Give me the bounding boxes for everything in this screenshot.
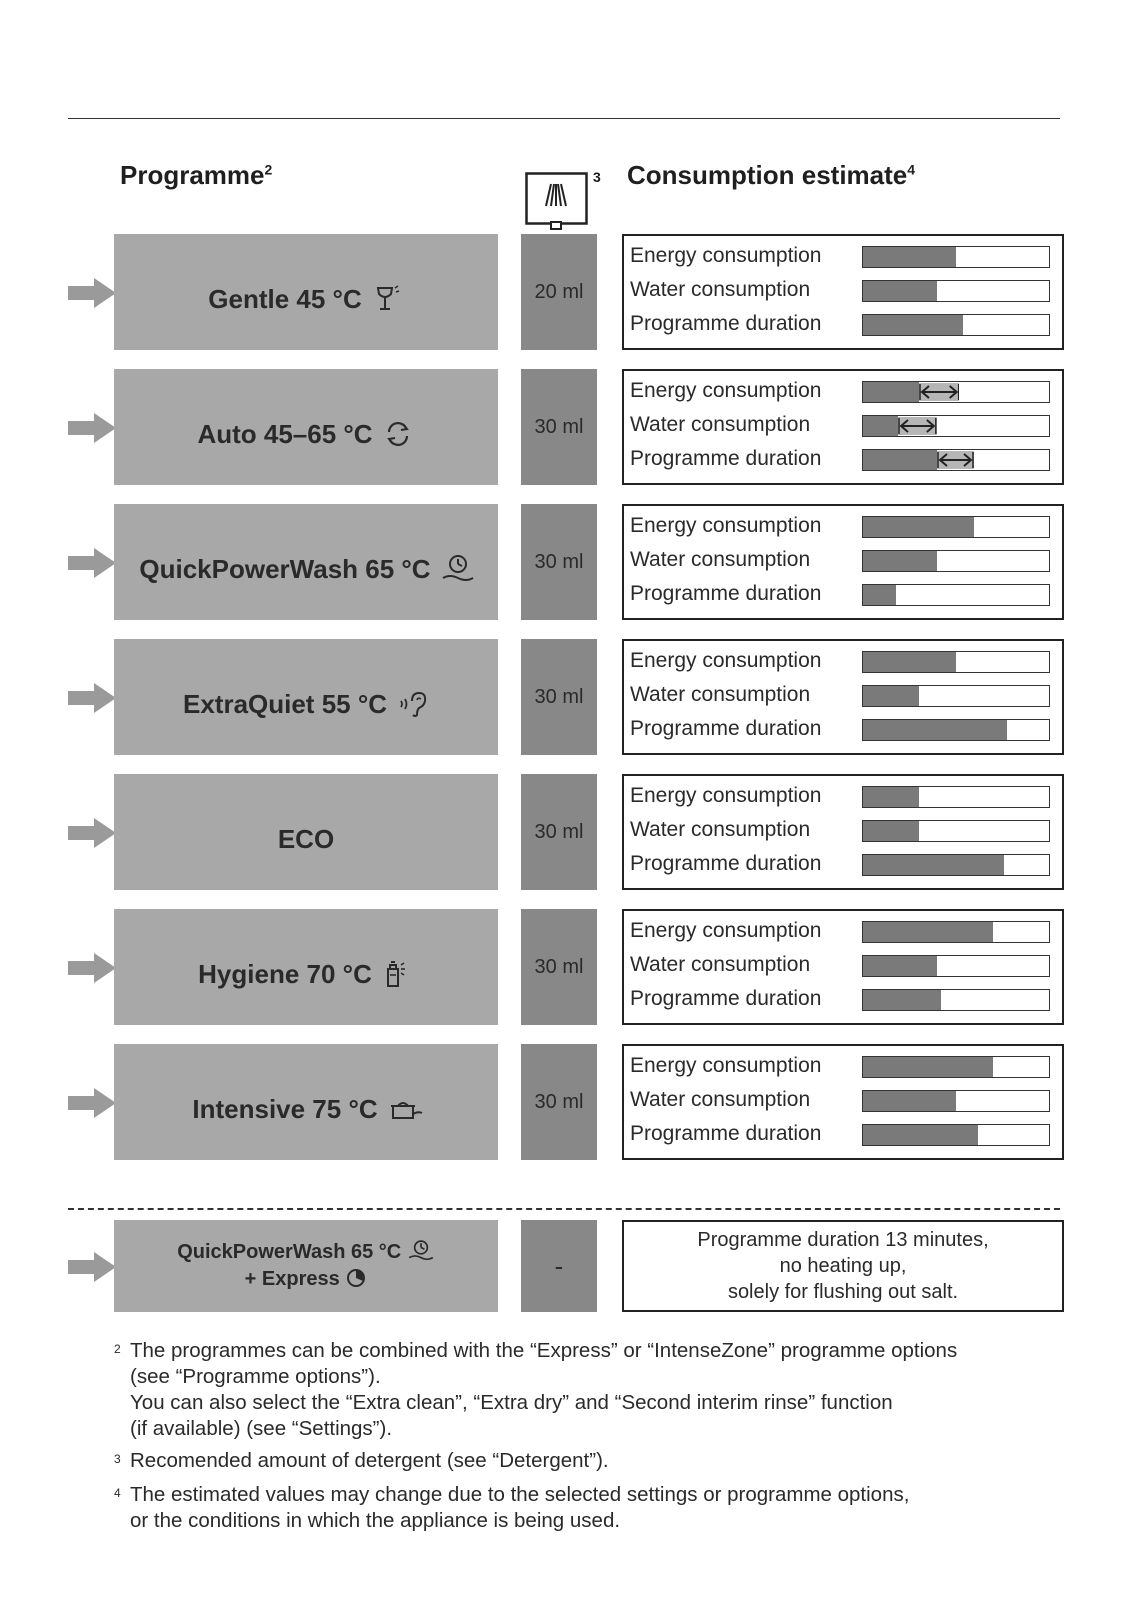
programme-row-gentle-45-c	[0, 234, 1128, 350]
energy-consumption-label: Energy consumption	[630, 784, 822, 807]
energy-consumption-line	[630, 917, 1060, 951]
consumption-estimate-box	[622, 1044, 1064, 1160]
water-consumption-range-arrow	[898, 417, 937, 435]
extra-quiet-icon	[397, 689, 429, 719]
water-consumption-bar	[862, 685, 1050, 707]
programme-duration-bar-fill	[863, 720, 1007, 740]
energy-consumption-bar	[862, 381, 1050, 403]
footnote-2-line-4: (if available) (see “Settings”).	[130, 1417, 393, 1440]
programme-cell	[114, 639, 498, 755]
consumption-estimate-box	[622, 369, 1064, 485]
water-consumption-line	[630, 276, 1060, 310]
water-consumption-label: Water consumption	[630, 1088, 811, 1111]
energy-consumption-bar-fill	[863, 517, 974, 537]
footnote-3-mark: 3	[114, 1452, 121, 1466]
programme-name-text: Hygiene 70 °C	[198, 958, 372, 989]
programme-note	[622, 1220, 1064, 1312]
programme-name-text: ExtraQuiet 55 °C	[182, 688, 388, 719]
energy-consumption-bar	[862, 1056, 1050, 1078]
top-rule	[68, 118, 1060, 119]
energy-consumption-bar-fill	[863, 247, 956, 267]
programme-duration-bar	[862, 989, 1050, 1011]
energy-consumption-label: Energy consumption	[630, 379, 822, 402]
energy-consumption-label: Energy consumption	[630, 514, 822, 537]
footnote-4	[114, 1482, 909, 1534]
energy-consumption-bar-fill	[863, 382, 919, 402]
water-consumption-line	[630, 1086, 1060, 1120]
programme-duration-bar-fill	[863, 315, 963, 335]
programme-name	[278, 824, 334, 855]
footnote-2	[114, 1338, 957, 1442]
footnote-4-mark: 4	[114, 1486, 121, 1500]
programme-name	[208, 284, 403, 315]
programme-duration-range-arrow	[937, 451, 974, 469]
quick-power-wash-icon	[441, 554, 473, 584]
programme-duration-line	[630, 580, 1060, 614]
energy-consumption-label: Energy consumption	[630, 244, 822, 267]
programme-name	[177, 1239, 435, 1293]
note-line-2: no heating up,	[779, 1255, 907, 1277]
programme-name	[197, 419, 414, 450]
water-consumption-bar-fill	[863, 686, 919, 706]
programme-name	[198, 959, 414, 990]
energy-consumption-bar	[862, 246, 1050, 268]
detergent-amount: 30 ml	[521, 774, 597, 890]
footnote-3	[114, 1448, 609, 1474]
express-clock-icon	[345, 1267, 367, 1289]
water-consumption-label: Water consumption	[630, 278, 811, 301]
programme-duration-bar-fill	[863, 855, 1004, 875]
programme-duration-label: Programme duration	[630, 987, 822, 1010]
programme-row-extraquiet-55-c	[0, 639, 1128, 755]
note-line-1: Programme duration 13 minutes,	[697, 1229, 989, 1251]
water-consumption-label: Water consumption	[630, 548, 811, 571]
programme-cell	[114, 369, 498, 485]
energy-consumption-line	[630, 647, 1060, 681]
programme-header-footnote-mark: 2	[264, 161, 273, 178]
programme-name-text: Gentle 45 °C	[208, 283, 362, 314]
energy-consumption-line	[630, 782, 1060, 816]
arrow-icon	[68, 1088, 116, 1118]
intensive-pot-icon	[388, 1094, 420, 1124]
consumption-estimate-box	[622, 909, 1064, 1025]
dashed-divider	[68, 1208, 1060, 1210]
programme-row-eco	[0, 774, 1128, 890]
programme-duration-line	[630, 850, 1060, 884]
consumption-header-text: Consumption estimate	[627, 160, 908, 190]
water-consumption-label: Water consumption	[630, 818, 811, 841]
programme-header	[120, 160, 272, 191]
arrow-icon	[68, 818, 116, 848]
arrow-icon	[68, 953, 116, 983]
arrow-icon	[68, 548, 116, 578]
water-consumption-bar	[862, 550, 1050, 572]
footnote-2-mark: 2	[114, 1342, 121, 1356]
energy-consumption-line	[630, 377, 1060, 411]
programme-duration-line	[630, 445, 1060, 479]
water-consumption-line	[630, 411, 1060, 445]
programme-duration-line	[630, 985, 1060, 1019]
water-consumption-bar	[862, 280, 1050, 302]
water-consumption-bar-fill	[863, 551, 937, 571]
programme-cell	[114, 1220, 498, 1312]
water-consumption-bar-fill	[863, 416, 898, 436]
water-consumption-line	[630, 546, 1060, 580]
water-consumption-bar-fill	[863, 821, 919, 841]
programme-duration-bar	[862, 584, 1050, 606]
programme-duration-line	[630, 310, 1060, 344]
programme-name-line1: QuickPowerWash 65 °C	[177, 1241, 402, 1263]
consumption-estimate-box	[622, 504, 1064, 620]
programme-name	[183, 689, 429, 720]
programme-cell	[114, 774, 498, 890]
programme-row-intensive-75-c	[0, 1044, 1128, 1160]
energy-consumption-bar-fill	[863, 652, 956, 672]
arrow-icon	[68, 413, 116, 443]
programme-duration-line	[630, 715, 1060, 749]
footnote-2-line-2: (see “Programme options”).	[130, 1365, 381, 1388]
water-consumption-bar	[862, 1090, 1050, 1112]
energy-consumption-label: Energy consumption	[630, 919, 822, 942]
water-consumption-label: Water consumption	[630, 953, 811, 976]
hygiene-icon	[382, 959, 414, 989]
programme-header-text: Programme	[120, 160, 265, 190]
water-consumption-bar	[862, 820, 1050, 842]
energy-consumption-bar-fill	[863, 1057, 993, 1077]
programme-name	[192, 1094, 419, 1125]
note-line-3: solely for flushing out salt.	[727, 1281, 959, 1303]
energy-consumption-line	[630, 242, 1060, 276]
arrow-icon	[68, 683, 116, 713]
programme-duration-bar-fill	[863, 585, 896, 605]
consumption-estimate-box	[622, 234, 1064, 350]
programme-duration-label: Programme duration	[630, 717, 822, 740]
programme-cell	[114, 909, 498, 1025]
detergent-amount: 30 ml	[521, 369, 597, 485]
water-consumption-bar-fill	[863, 281, 937, 301]
programme-cell	[114, 1044, 498, 1160]
programme-name-line2: + Express	[244, 1268, 340, 1290]
detergent-dispenser-icon	[525, 169, 601, 230]
programme-name-text: Intensive 75 °C	[192, 1093, 378, 1124]
footnote-4-line-1: The estimated values may change due to the selected settings or programme options,	[130, 1483, 910, 1506]
programme-duration-bar	[862, 719, 1050, 741]
energy-consumption-bar-fill	[863, 787, 919, 807]
footnote-2-line-3: You can also select the “Extra clean”, “Extra dry” and “Second interim rinse” function	[130, 1391, 893, 1414]
consumption-header	[627, 160, 915, 191]
programme-duration-bar-fill	[863, 450, 937, 470]
energy-consumption-label: Energy consumption	[630, 649, 822, 672]
energy-consumption-range-arrow	[919, 383, 960, 401]
detergent-amount: -	[521, 1220, 597, 1312]
footnote-3-line-1: Recomended amount of detergent (see “Detergent”).	[130, 1449, 609, 1472]
energy-consumption-label: Energy consumption	[630, 1054, 822, 1077]
water-consumption-label: Water consumption	[630, 683, 811, 706]
programme-duration-label: Programme duration	[630, 582, 822, 605]
energy-consumption-bar	[862, 651, 1050, 673]
programme-row-quickpowerwash-express	[0, 1220, 1128, 1312]
consumption-estimate-box	[622, 774, 1064, 890]
consumption-header-footnote-mark: 4	[907, 161, 916, 178]
water-consumption-line	[630, 816, 1060, 850]
water-consumption-bar-fill	[863, 956, 937, 976]
detergent-amount: 20 ml	[521, 234, 597, 350]
programme-name	[139, 554, 472, 585]
water-consumption-label: Water consumption	[630, 413, 811, 436]
programme-name-text: Auto 45–65 °C	[197, 418, 373, 449]
consumption-estimate-box	[622, 639, 1064, 755]
detergent-amount: 30 ml	[521, 504, 597, 620]
water-consumption-bar	[862, 415, 1050, 437]
programme-duration-bar	[862, 854, 1050, 876]
programme-name-text: ECO	[277, 823, 335, 854]
programme-cell	[114, 234, 498, 350]
programme-name-text: QuickPowerWash 65 °C	[139, 553, 431, 584]
energy-consumption-bar	[862, 921, 1050, 943]
programme-duration-bar	[862, 449, 1050, 471]
arrow-icon	[68, 278, 116, 308]
programme-duration-bar-fill	[863, 990, 941, 1010]
arrow-icon	[68, 1252, 116, 1282]
programme-duration-bar-fill	[863, 1125, 978, 1145]
programme-row-quickpowerwash-65-c	[0, 504, 1128, 620]
detergent-footnote-mark: 3	[593, 169, 601, 185]
water-consumption-bar-fill	[863, 1091, 956, 1111]
energy-consumption-bar	[862, 786, 1050, 808]
wine-glass-icon	[372, 284, 404, 314]
footnote-4-line-2: or the conditions in which the appliance is being used.	[130, 1509, 621, 1532]
energy-consumption-bar-fill	[863, 922, 993, 942]
detergent-amount: 30 ml	[521, 1044, 597, 1160]
programme-duration-bar	[862, 314, 1050, 336]
detergent-amount: 30 ml	[521, 639, 597, 755]
programme-duration-label: Programme duration	[630, 1122, 822, 1145]
footnote-2-line-1: The programmes can be combined with the “Express” or “IntenseZone” programme options	[130, 1339, 958, 1362]
energy-consumption-line	[630, 1052, 1060, 1086]
water-consumption-line	[630, 951, 1060, 985]
auto-cycle-icon	[383, 419, 415, 449]
detergent-amount: 30 ml	[521, 909, 597, 1025]
programme-row-auto-45-65-c	[0, 369, 1128, 485]
programme-duration-label: Programme duration	[630, 852, 822, 875]
energy-consumption-line	[630, 512, 1060, 546]
quick-power-wash-icon	[407, 1239, 435, 1261]
programme-duration-label: Programme duration	[630, 312, 822, 335]
programme-duration-label: Programme duration	[630, 447, 822, 470]
energy-consumption-bar	[862, 516, 1050, 538]
programme-row-hygiene-70-c	[0, 909, 1128, 1025]
programme-duration-line	[630, 1120, 1060, 1154]
programme-duration-bar	[862, 1124, 1050, 1146]
water-consumption-bar	[862, 955, 1050, 977]
water-consumption-line	[630, 681, 1060, 715]
programme-cell	[114, 504, 498, 620]
